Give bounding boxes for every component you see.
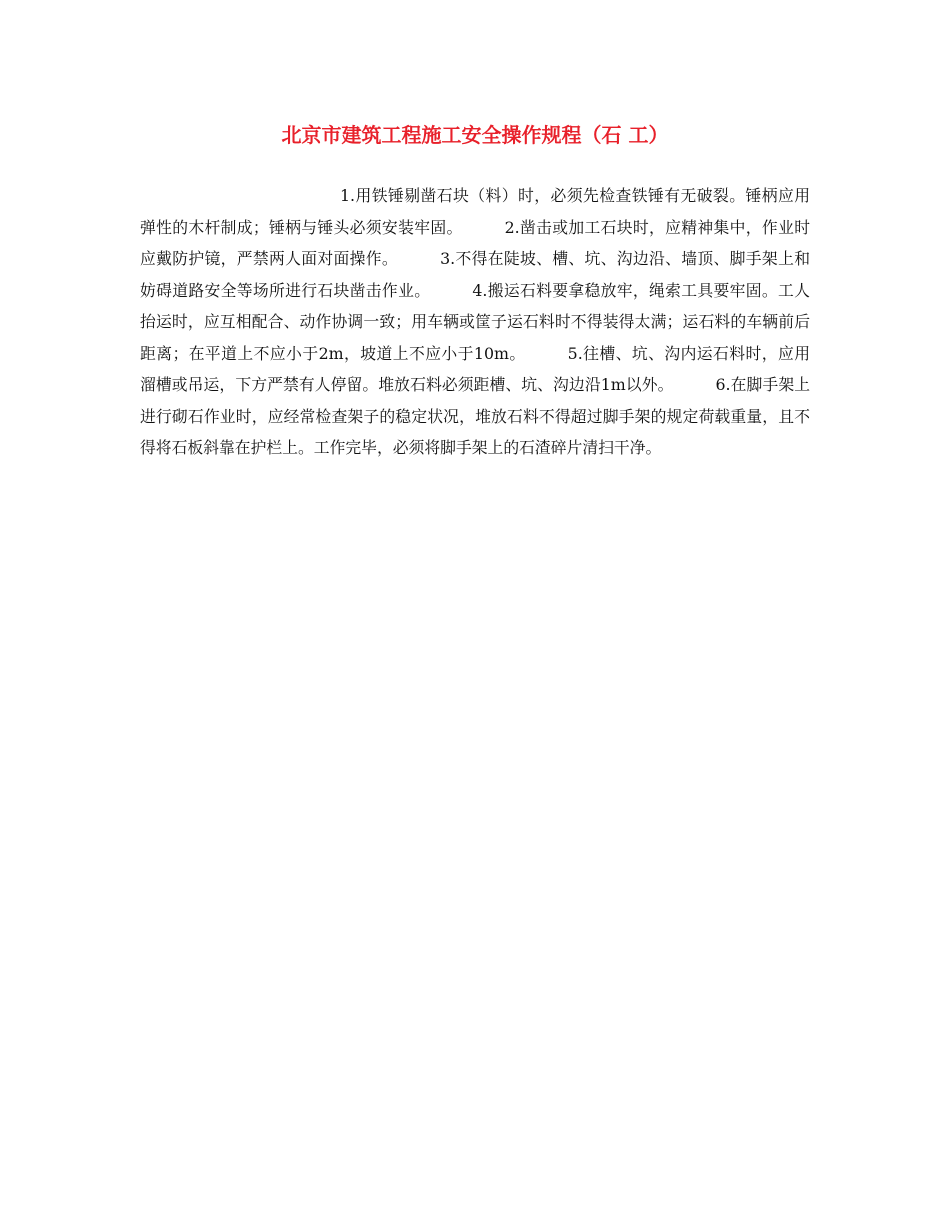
document-title: 北京市建筑工程施工安全操作规程（石 工）	[281, 123, 669, 147]
document-body	[140, 180, 810, 464]
rule-item-5: 5.往槽、坑、沟内运石料时，应用溜槽或吊运，下方严禁有人停留。堆放石料必须距槽、坑、沟边沿1m以外。	[140, 343, 810, 394]
rule-item-6: 6.在脚手架上进行砌石作业时，应经常检查架子的稳定状况，堆放石料不得超过脚手架的规定荷载重量，且不得将石板斜靠在护栏上。工作完毕，必须将脚手架上的石渣碎片清扫干净。	[140, 375, 811, 457]
rule-item-4: 4.搬运石料要拿稳放牢，绳索工具要牢固。工人抬运时，应互相配合、动作协调一致；用车辆或筐子运石料时不得装得太满；运石料的车辆前后距离；在平道上不应小于2m，坡道上不应小于10m。	[140, 280, 810, 363]
rule-item-2: 2.凿击或加工石块时，应精神集中，作业时应戴防护镜，严禁两人面对面操作。	[140, 217, 810, 268]
rule-item-3: 3.不得在陡坡、槽、坑、沟边沿、墙顶、脚手架上和妨碍道路安全等场所进行石块凿击作业。	[140, 249, 810, 300]
rule-item-1: 1.用铁锤剔凿石块（料）时，必须先检查铁锤有无破裂。锤柄应用弹性的木杆制成；锤柄与锤头必须安装牢固。	[140, 186, 810, 237]
